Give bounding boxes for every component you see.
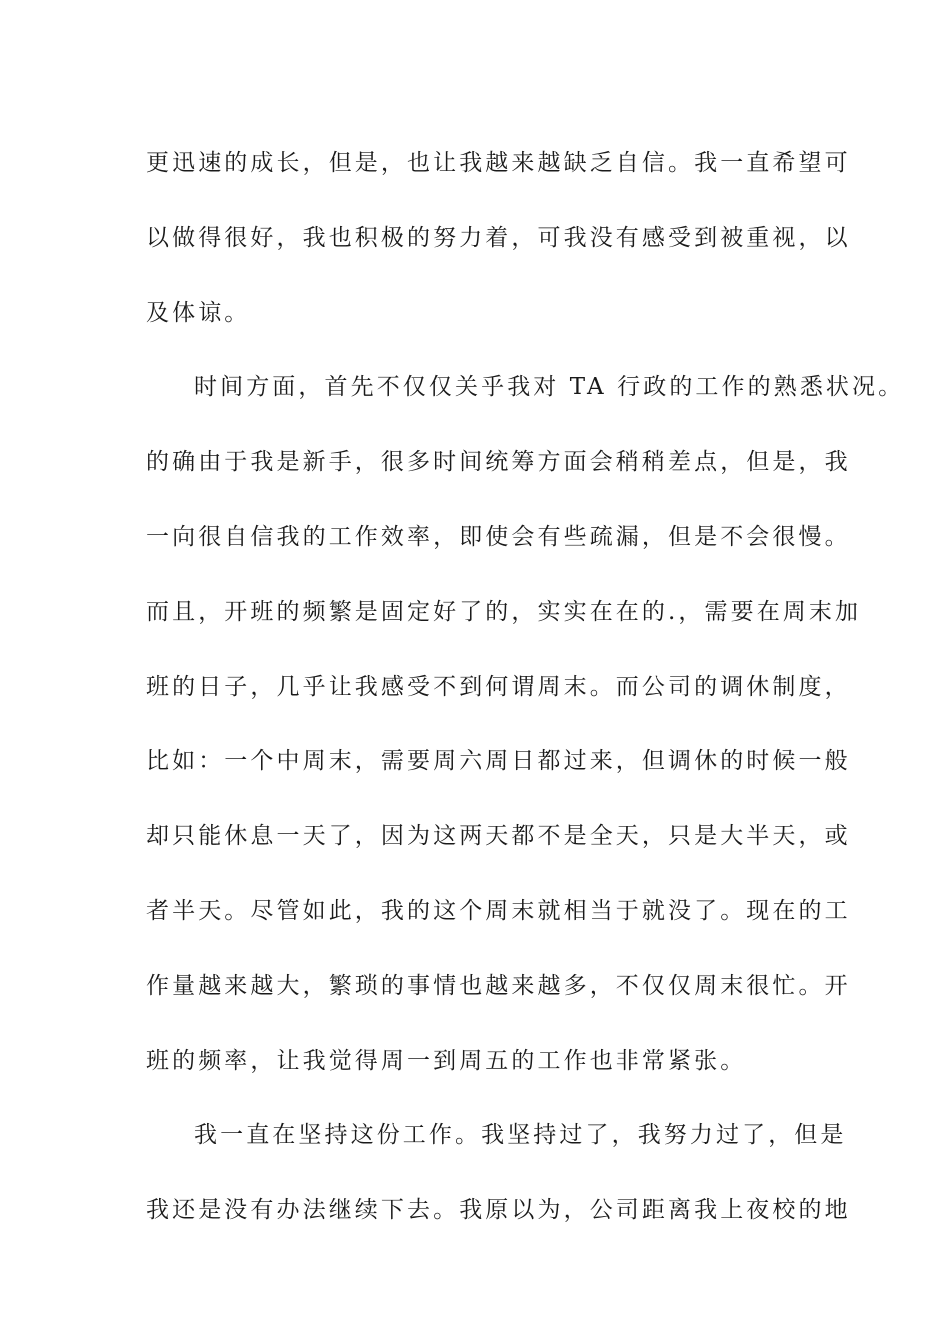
text-line: 班的日子，几乎让我感受不到何谓周末。而公司的调休制度， bbox=[146, 673, 851, 700]
text-line: 的确由于我是新手，很多时间统筹方面会稍稍差点，但是，我 bbox=[146, 449, 851, 476]
text-line: 更迅速的成长，但是，也让我越来越缺乏自信。我一直希望可 bbox=[146, 150, 851, 176]
text-line: 及体谅。 bbox=[146, 299, 251, 326]
text-line: 一向很自信我的工作效率，即使会有些疏漏，但是不会很慢。 bbox=[146, 523, 851, 550]
text-line: 作量越来越大，繁琐的事情也越来越多，不仅仅周末很忙。开 bbox=[146, 972, 851, 999]
text-line: 以做得很好，我也积极的努力着，可我没有感受到被重视，以 bbox=[146, 224, 851, 251]
text-line: 却只能休息一天了，因为这两天都不是全天，只是大半天，或 bbox=[146, 823, 851, 850]
text-line: 班的频率，让我觉得周一到周五的工作也非常紧张。 bbox=[146, 1047, 747, 1074]
body-text bbox=[146, 126, 905, 1248]
text-line: 而且，开班的频繁是固定好了的，实实在在的.，需要在周末加 bbox=[146, 598, 862, 625]
text-line: 比如：一个中周末，需要周六周日都过来，但调休的时候一般 bbox=[146, 748, 851, 775]
text-line: 我还是没有办法继续下去。我原以为，公司距离我上夜校的地 bbox=[146, 1197, 851, 1224]
paragraph-start-line: 我一直在坚持这份工作。我坚持过了，我努力过了，但是 bbox=[194, 1122, 847, 1149]
text-line: 者半天。尽管如此，我的这个周末就相当于就没了。现在的工 bbox=[146, 897, 851, 924]
paragraph-start-line: 时间方面，首先不仅仅关乎我对 TA 行政的工作的熟悉状况。 bbox=[194, 374, 905, 401]
